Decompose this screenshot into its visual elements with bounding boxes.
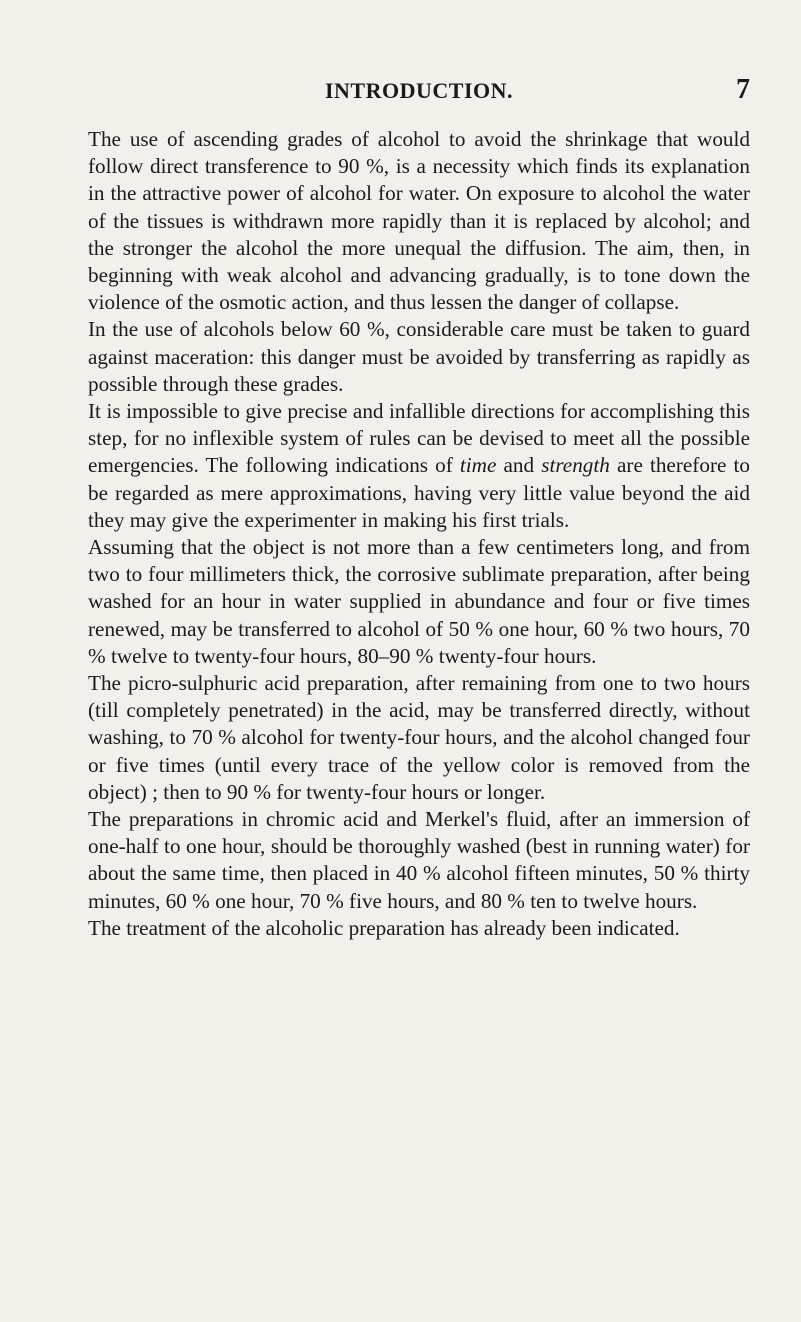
paragraph-maceration: In the use of alcohols below 60 %, considerable care must be taken to guard against maceration: this danger must be avoided by transferring as rapidly as possible through these grades.	[88, 317, 750, 396]
paragraph-picro-sulphuric: The picro-sulphuric acid preparation, after remaining from one to two hours (till completely penetrated) in the acid, may be transferred directly, without washing, to 70 % alcohol for twenty-four hours, and the alcohol changed four or five times (until every trace of the yellow color is removed from the object) ; then to 90 % for twenty-four hours or longer.	[88, 671, 750, 804]
emphasis-time: time	[459, 453, 497, 478]
paragraph-alcoholic-treatment: The treatment of the alcoholic preparation has already been indicated.	[88, 915, 680, 940]
body-text	[88, 126, 750, 942]
emphasis-strength: strength	[541, 453, 610, 478]
paragraph-alcohol-grades: The use of ascending grades of alcohol to avoid the shrinkage that would follow direct transference to 90 %, is a necessity which finds its explanation in the attractive power of alcohol for water. On exposure to alcohol the water of the tissues is withdrawn more rapidly than it is replaced by alcohol; and the stronger the alcohol the more unequal the diffusion. The aim, then, in beginning with weak alcohol and advancing gradually, is to tone down the violence of the osmotic action, and thus lessen the danger of collapse.	[88, 127, 750, 315]
paragraph-directions-part-3: are therefore to be regarded as mere approximations, having very little value beyond the aid they may give the experimenter in making his first trials.	[88, 453, 750, 532]
page-number: 7	[736, 74, 750, 105]
paragraph-chromic-acid: The preparations in chromic acid and Merkel's fluid, after an immersion of one-half to one hour, should be thoroughly washed (best in running water) for about the same time, then placed in 40 % alcohol fifteen minutes, 50 % thirty minutes, 60 % one hour, 70 % five hours, and 80 % ten to twelve hours.	[88, 807, 750, 913]
paragraph-corrosive-sublimate: Assuming that the object is not more than a few centimeters long, and from two to four millimeters thick, the corrosive sublimate preparation, after being washed for an hour in water supplied in abundance and four or five times renewed, may be transferred to alcohol of 50 % one hour, 60 % two hours, 70 % twelve to twenty-four hours, 80–90 % twenty-four hours.	[88, 535, 750, 668]
paragraph-directions-part-1: It is impossible to give precise and infallible directions for accomplishing this step, for no inflexible system of rules can be devised to meet all the possible emergencies. The following indications of	[88, 399, 750, 478]
running-head	[88, 74, 750, 108]
paragraph-directions	[88, 398, 750, 534]
running-title: INTRODUCTION.	[324, 78, 514, 103]
paragraph-directions-part-2: and	[496, 453, 542, 478]
